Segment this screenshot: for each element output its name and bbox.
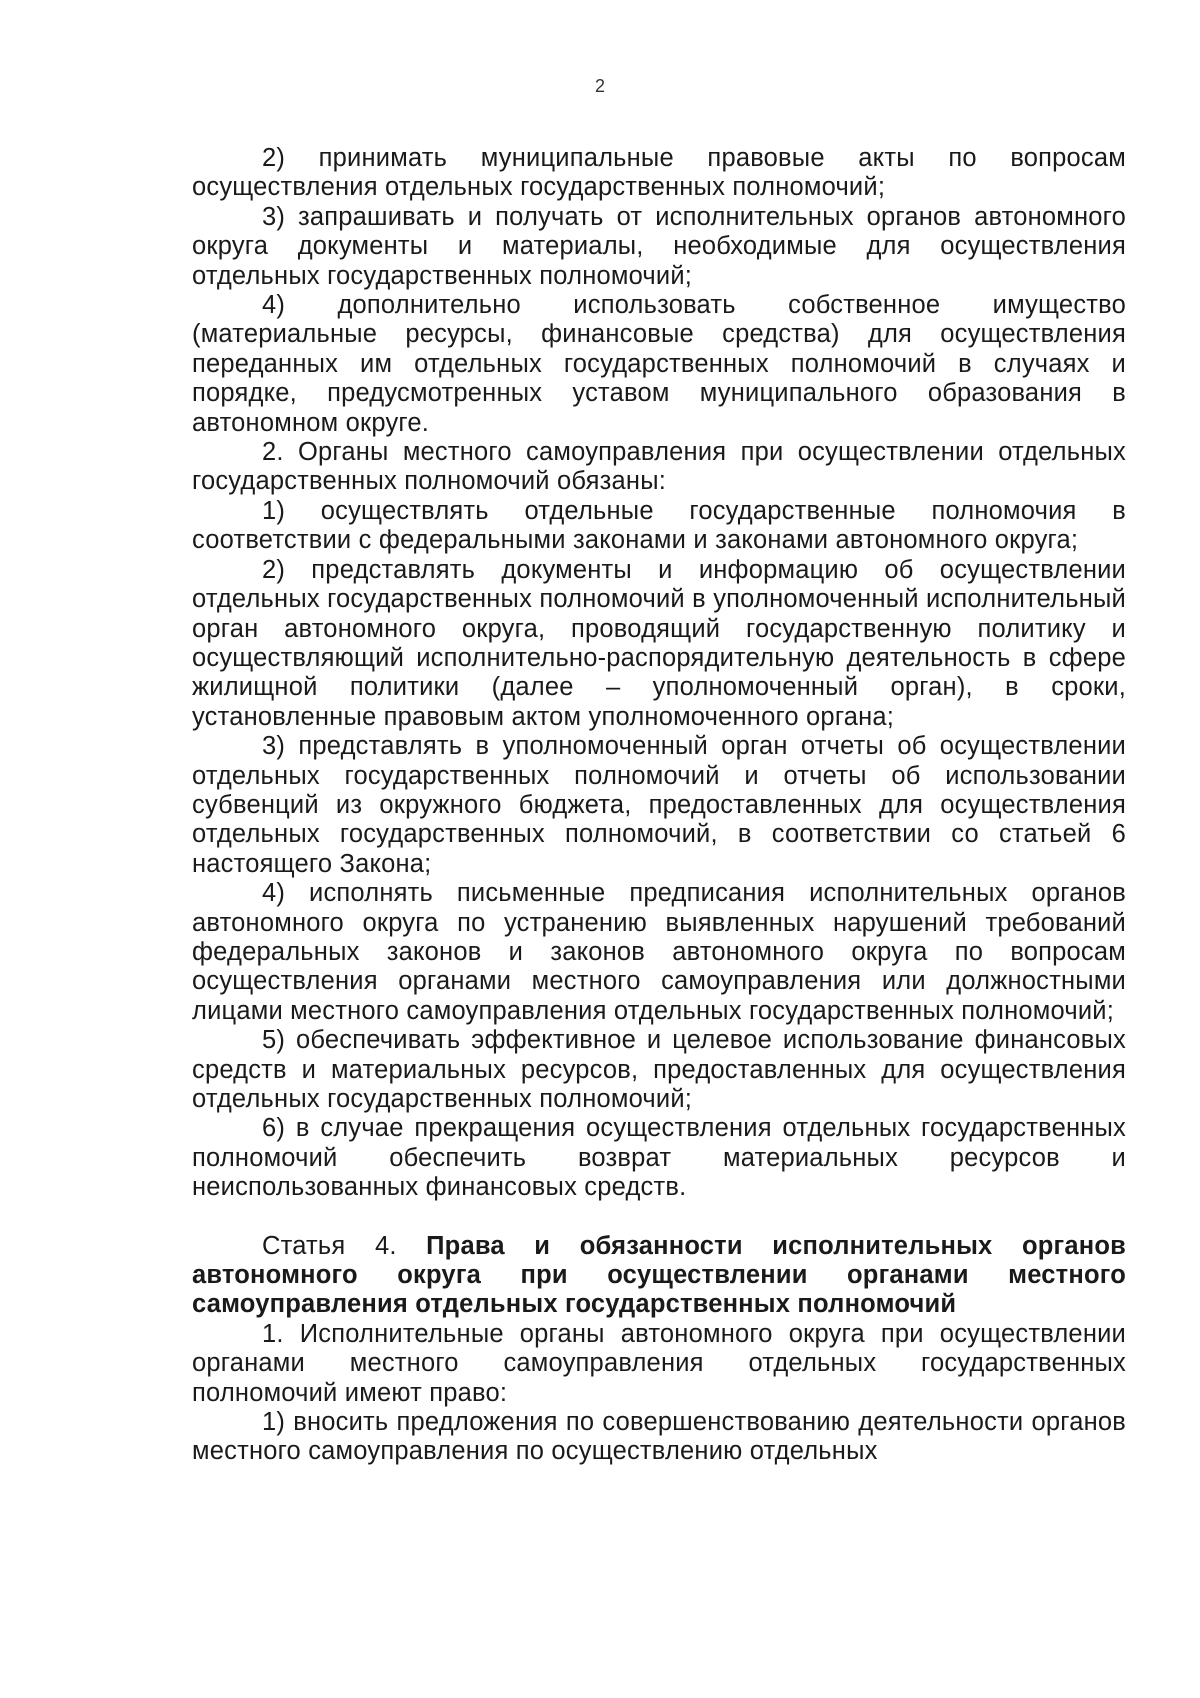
paragraph: 3) запрашивать и получать от исполнительных органов автономного округа документы и материалы, необходимые для осуществления отдельных государственных полномочий;: [192, 202, 1126, 290]
paragraph: 5) обеспечивать эффективное и целевое использование финансовых средств и материальных ресурсов, предоставленных для осуществления отдельных государственных полномочий;: [192, 1026, 1126, 1113]
paragraph: 1. Исполнительные органы автономного округа при осуществлении органами местного самоуправления отдельных государственных полномочий имеют право:: [192, 1319, 1126, 1407]
paragraph: 4) дополнительно использовать собственное имущество (материальные ресурсы, финансовые средства) для осуществления переданных им отдельных государственных полномочий в случаях и порядке, предусмотренных уставом муниципального образования в автономном округе.: [192, 291, 1126, 437]
article-heading: [192, 1232, 1126, 1320]
paragraph: 3) представлять в уполномоченный орган отчеты об осуществлении отдельных государственных полномочий и отчеты об использовании субвенций из окружного бюджета, предоставленных для осуществления отдельных государственных полномочий, в соответствии со статьей 6 настоящего Закона;: [192, 732, 1126, 878]
paragraph: 1) осуществлять отдельные государственные полномочия в соответствии с федеральными законами и законами автономного округа;: [192, 496, 1126, 555]
document-body: [192, 144, 1126, 1467]
paragraph: 1) вносить предложения по совершенствованию деятельности органов местного самоуправления по осуществлению отдельных: [192, 1408, 1126, 1466]
page-number: 2: [594, 76, 605, 96]
paragraph: 2. Органы местного самоуправления при осуществлении отдельных государственных полномочий обязаны:: [192, 438, 1126, 496]
paragraph: 2) принимать муниципальные правовые акты по вопросам осуществления отдельных государственных полномочий;: [192, 144, 1126, 202]
paragraph: 2) представлять документы и информацию об осуществлении отдельных государственных полномочий в уполномоченный исполнительный орган автономного округа, проводящий государственную политику и осуществляющий исполнительно-распорядительную деятельность в сфере жилищной политики (далее – уполномоченный орган), в сроки, установленные правовым актом уполномоченного органа;: [192, 555, 1126, 731]
paragraph: 6) в случае прекращения осуществления отдельных государственных полномочий обеспечить возврат материальных ресурсов и неиспользованных финансовых средств.: [192, 1114, 1126, 1202]
article-label: Статья 4.: [262, 1231, 397, 1260]
article-title: Права и обязанности исполнительных органов автономного округа при осуществлении органами местного самоуправления отдельных государственных полномочий: [192, 1231, 1126, 1319]
paragraph: 4) исполнять письменные предписания исполнительных органов автономного округа по устранению выявленных нарушений требований федеральных законов и законов автономного округа по вопросам осуществления органами местного самоуправления или должностными лицами местного самоуправления отдельных государственных полномочий;: [192, 879, 1126, 1025]
